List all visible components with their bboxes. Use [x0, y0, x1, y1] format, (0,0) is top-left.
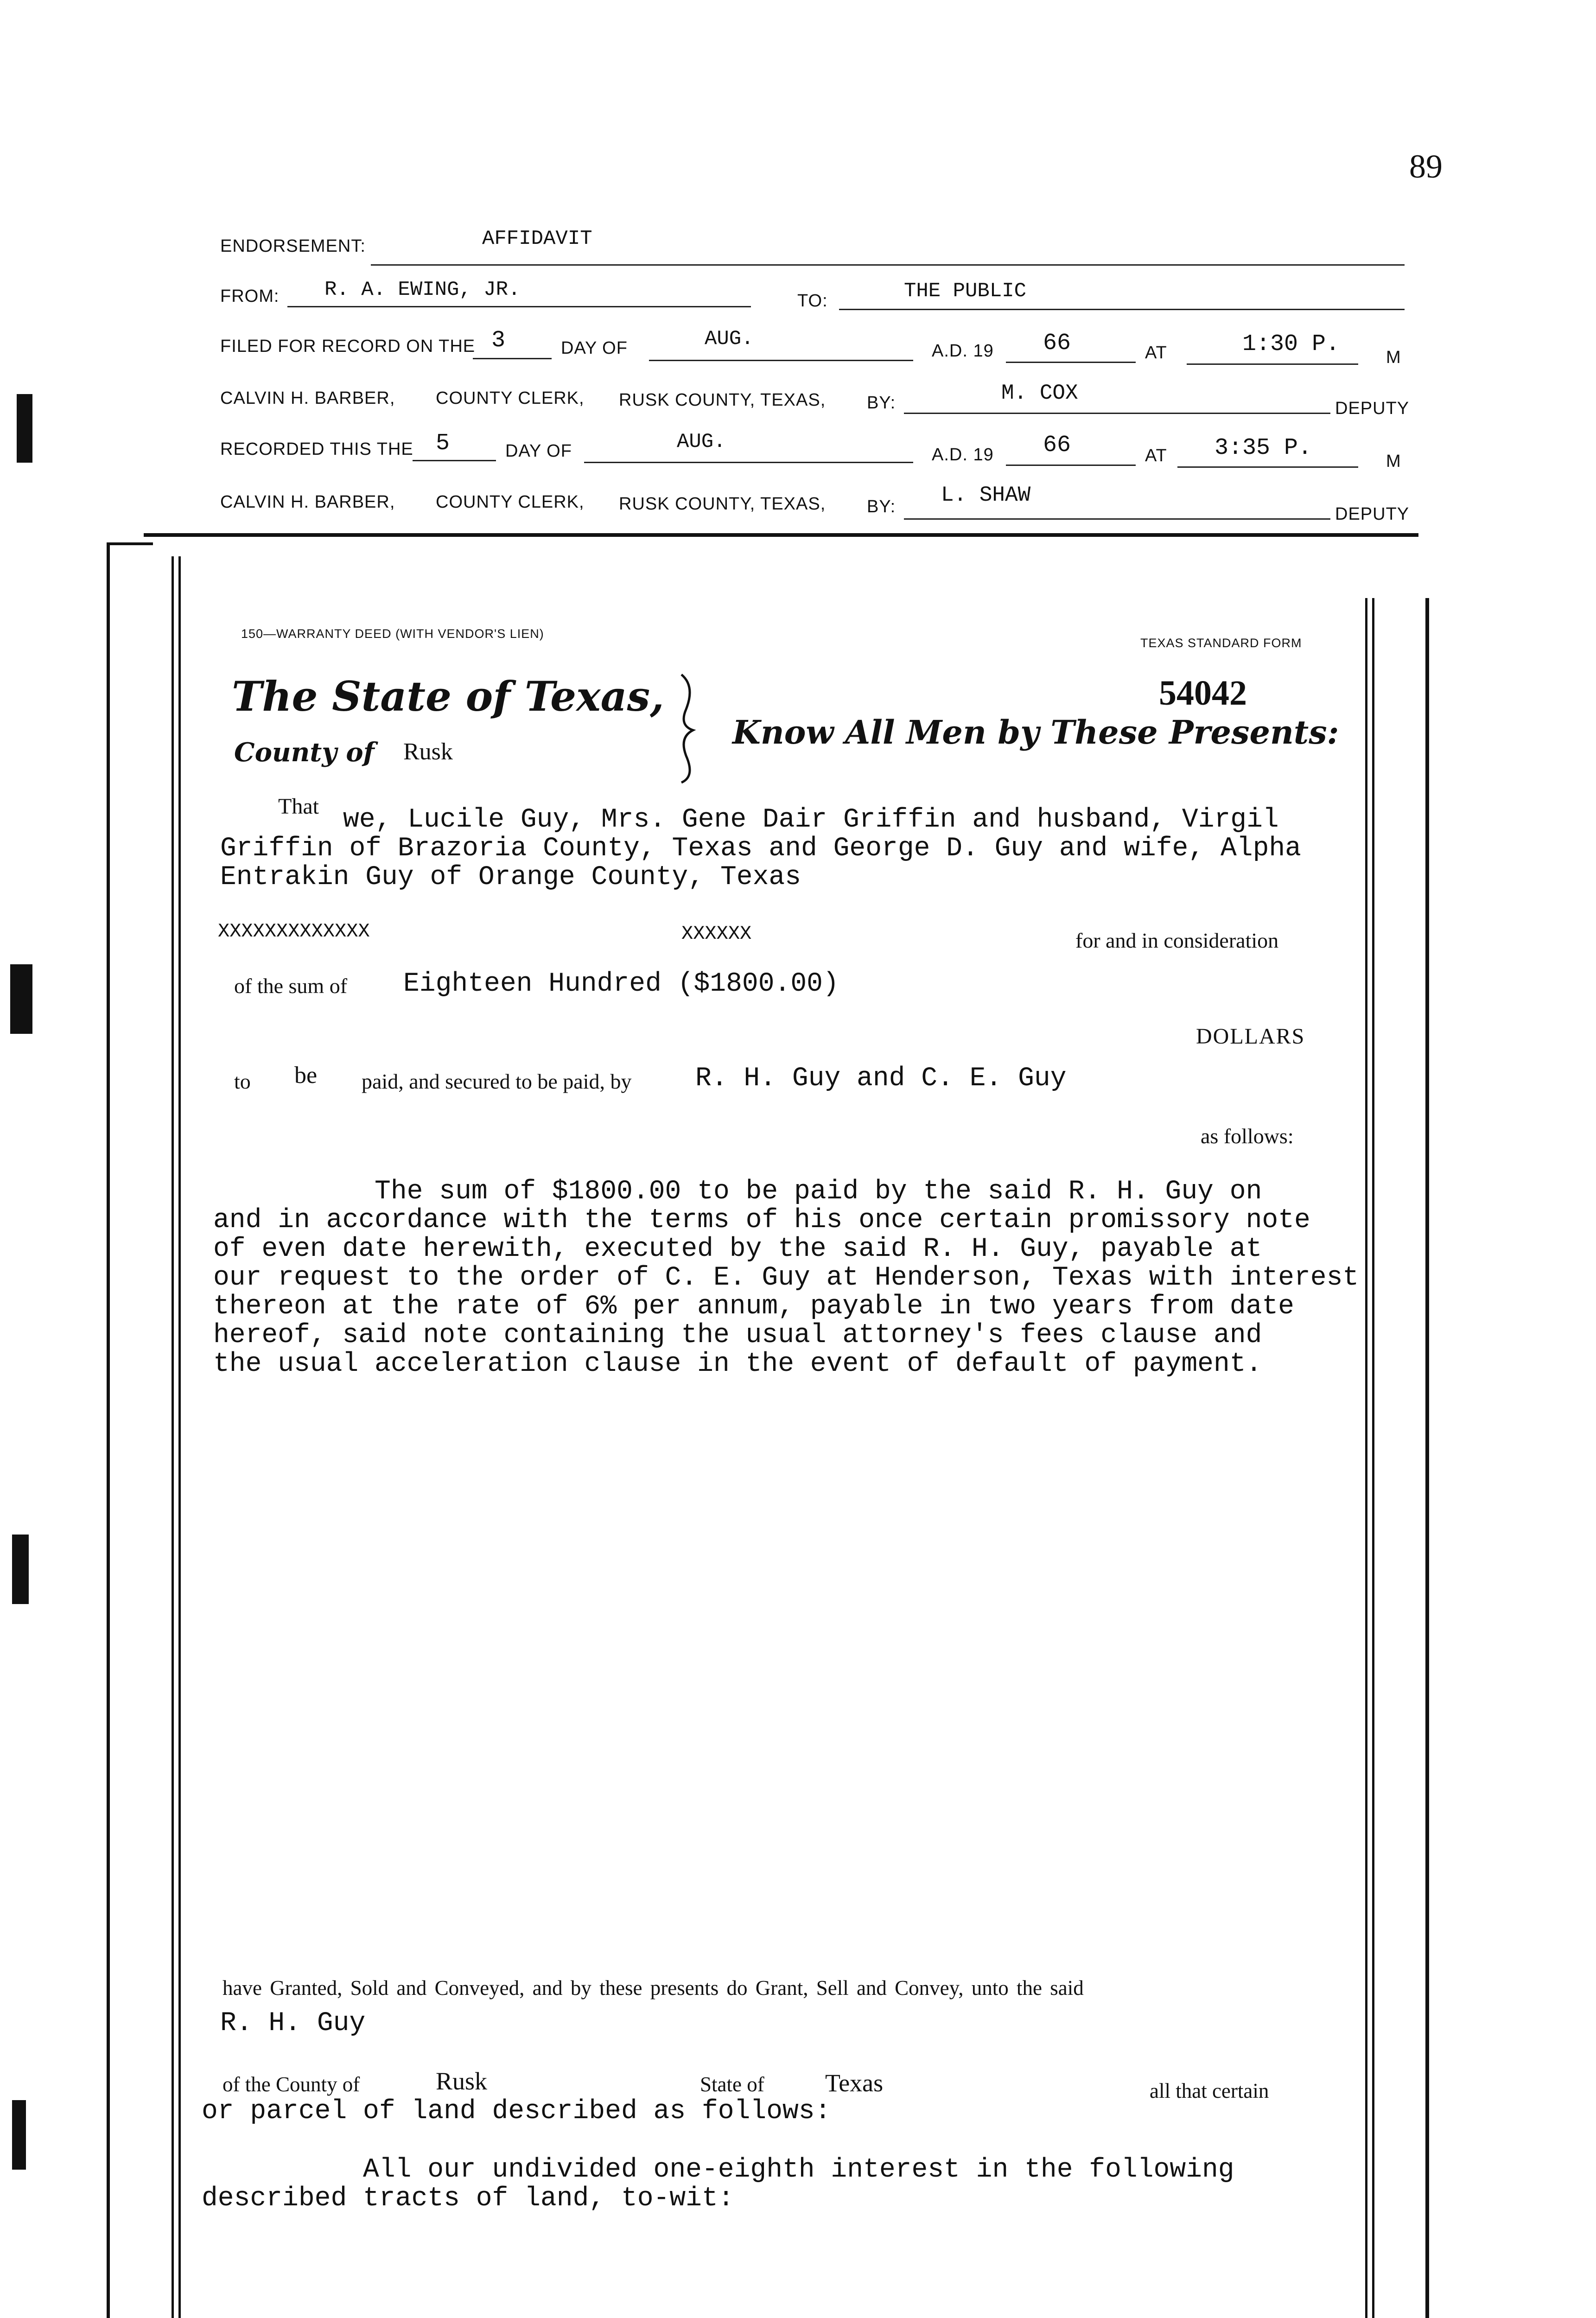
- filed-day: 3: [491, 327, 506, 354]
- recorded-ad-label: A.D. 19: [932, 445, 994, 465]
- filed-month: AUG.: [705, 327, 754, 350]
- recorded-at-label: AT: [1145, 446, 1167, 465]
- grantee-state: Texas: [825, 2069, 884, 2097]
- paid-by: R. H. Guy and C. E. Guy: [695, 1063, 1067, 1094]
- parcel-line: or parcel of land described as follows:: [202, 2096, 831, 2127]
- endorsement-label: ENDORSEMENT:: [220, 236, 366, 256]
- terms-line-2: and in accordance with the terms of his once certain promissory note: [213, 1205, 1310, 1235]
- recorded-day: 5: [436, 430, 450, 457]
- recorded-m-label: M: [1386, 452, 1401, 471]
- frame-left-inner-2: [178, 556, 181, 2318]
- margin-tab-4: [12, 2100, 26, 2170]
- terms-line-4: our request to the order of C. E. Guy at Henderson, Texas with interest: [213, 1263, 1359, 1293]
- terms-line-1: The sum of $1800.00 to be paid by the said R. H. Guy on: [213, 1177, 1262, 1207]
- form-number: 150—WARRANTY DEED (WITH VENDOR'S LIEN): [241, 627, 544, 641]
- frame-right-outer: [1425, 598, 1429, 2318]
- frame-top-rule: [144, 533, 1418, 537]
- strikeout-2: XXXXXX: [681, 923, 752, 945]
- state-heading: The State of Texas,: [232, 672, 664, 720]
- frame-left-inner-1: [172, 556, 174, 2318]
- description-line-1: All our undivided one-eighth interest in the following: [202, 2155, 1234, 2185]
- sum-value: Eighteen Hundred ($1800.00): [403, 969, 839, 999]
- county-state-1: RUSK COUNTY, TEXAS,: [619, 390, 826, 410]
- filed-at-label: AT: [1145, 343, 1167, 363]
- filed-label: FILED FOR RECORD ON THE: [220, 337, 476, 356]
- frame-right-inner-2: [1372, 598, 1374, 2318]
- form-type: TEXAS STANDARD FORM: [1140, 636, 1302, 650]
- state-of-label: State of: [700, 2073, 764, 2096]
- county-value: Rusk: [403, 739, 453, 765]
- grantors-intro: That: [278, 794, 319, 819]
- recorded-label: RECORDED THIS THE: [220, 439, 413, 459]
- brace-mark: [668, 672, 705, 783]
- to-word: to: [234, 1070, 251, 1093]
- filed-m-label: M: [1386, 348, 1401, 367]
- filed-year: 66: [1043, 330, 1071, 357]
- be-word: be: [294, 1062, 318, 1089]
- consideration-label: for and in consideration: [1075, 929, 1279, 952]
- terms-line-7: the usual acceleration clause in the event of default of payment.: [213, 1349, 1262, 1379]
- county-label: County of: [234, 737, 375, 768]
- recorded-day-of-label: DAY OF: [505, 441, 572, 461]
- terms-line-6: hereof, said note containing the usual attorney's fees clause and: [213, 1320, 1262, 1350]
- as-follows: as follows:: [1201, 1124, 1294, 1148]
- filed-by: M. COX: [1001, 381, 1078, 405]
- to-label: TO:: [797, 291, 828, 311]
- page-number: 89: [1409, 148, 1443, 185]
- filed-time: 1:30 P.: [1242, 331, 1340, 357]
- margin-tab-2: [10, 964, 32, 1034]
- grantors-line-1: we, Lucile Guy, Mrs. Gene Dair Griffin and husband, Virgil: [343, 805, 1279, 835]
- dollars-label: DOLLARS: [1196, 1024, 1305, 1049]
- by-label-2: BY:: [867, 497, 896, 516]
- frame-right-inner-1: [1365, 598, 1367, 2318]
- terms-line-5: thereon at the rate of 6% per annum, payable in two years from date: [213, 1292, 1294, 1322]
- grantee-name: R. H. Guy: [220, 2008, 366, 2038]
- description-line-2: described tracts of land, to-wit:: [202, 2184, 734, 2214]
- of-county-label: of the County of: [223, 2073, 360, 2096]
- endorsement-value: AFFIDAVIT: [482, 227, 592, 250]
- county-state-2: RUSK COUNTY, TEXAS,: [619, 494, 826, 514]
- all-that-certain: all that certain: [1150, 2079, 1269, 2102]
- clerk-title-1: COUNTY CLERK,: [436, 388, 585, 408]
- strikeout-1: XXXXXXXXXXXXX: [218, 920, 370, 942]
- clerk-name-1: CALVIN H. BARBER,: [220, 388, 395, 408]
- sum-label: of the sum of: [234, 974, 348, 998]
- paid-label: paid, and secured to be paid, by: [362, 1070, 632, 1093]
- recorded-year: 66: [1043, 432, 1071, 459]
- filed-day-of-label: DAY OF: [561, 338, 628, 358]
- recorded-by: L. SHAW: [941, 483, 1031, 507]
- grantee-county: Rusk: [436, 2067, 488, 2095]
- recorded-month: AUG.: [677, 430, 726, 453]
- know-all-heading: Know All Men by These Presents:: [732, 713, 1339, 751]
- deputy-label-1: DEPUTY: [1335, 399, 1410, 418]
- grantors-line-2: Griffin of Brazoria County, Texas and George D. Guy and wife, Alpha: [220, 834, 1301, 864]
- document-number: 54042: [1159, 674, 1247, 713]
- terms-line-3: of even date herewith, executed by the said R. H. Guy, payable at: [213, 1234, 1262, 1264]
- recorded-time: 3:35 P.: [1214, 435, 1312, 461]
- granted-clause: have Granted, Sold and Conveyed, and by these presents do Grant, Sell and Convey, unto the said: [223, 1976, 1084, 2000]
- clerk-name-2: CALVIN H. BARBER,: [220, 492, 395, 512]
- filed-ad-label: A.D. 19: [932, 341, 994, 361]
- margin-tab-1: [17, 394, 32, 463]
- frame-left-outer: [107, 542, 110, 2318]
- from-label: FROM:: [220, 287, 280, 306]
- grantors-line-3: Entrakin Guy of Orange County, Texas: [220, 862, 801, 892]
- margin-tab-3: [12, 1535, 29, 1604]
- from-value: R. A. EWING, JR.: [324, 278, 521, 301]
- clerk-title-2: COUNTY CLERK,: [436, 492, 585, 512]
- by-label-1: BY:: [867, 393, 896, 413]
- to-value: THE PUBLIC: [904, 280, 1027, 303]
- deputy-label-2: DEPUTY: [1335, 504, 1410, 524]
